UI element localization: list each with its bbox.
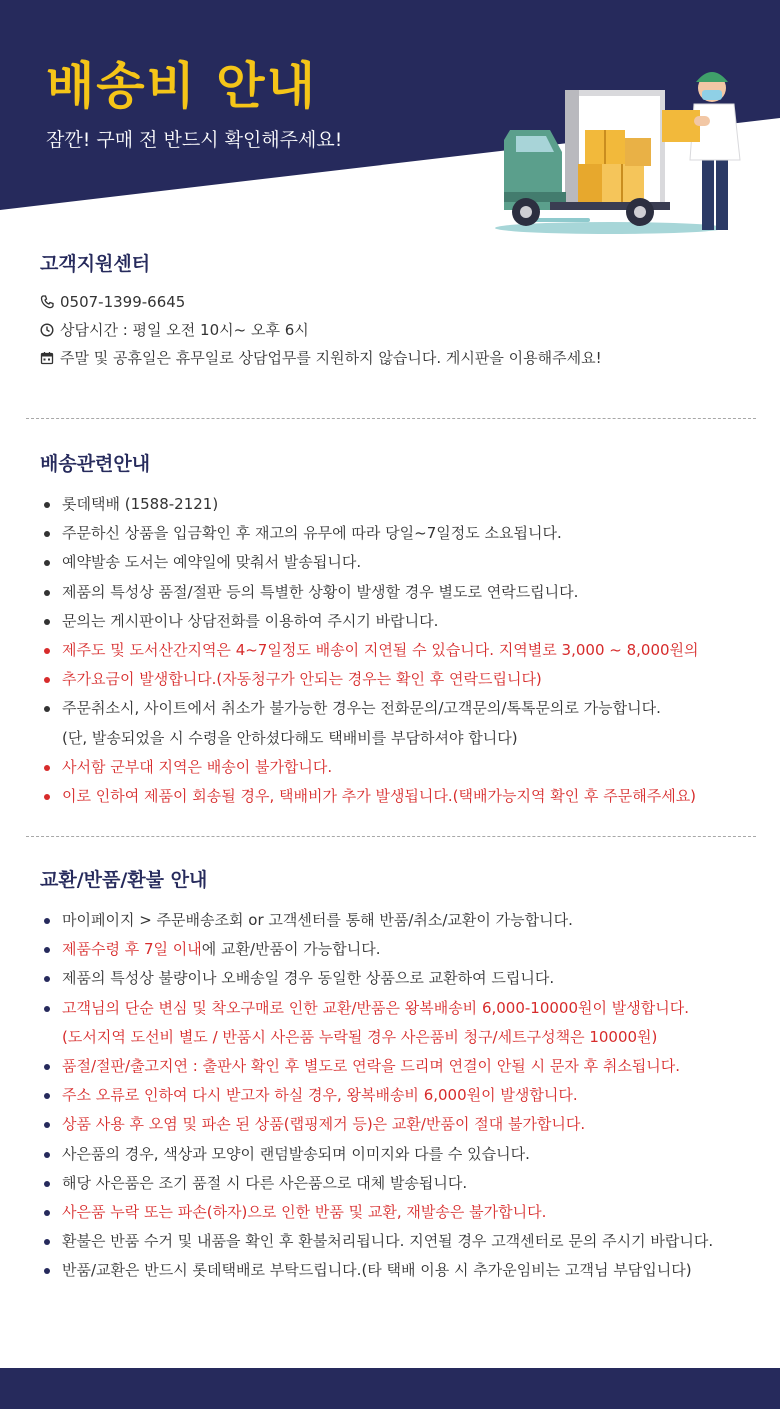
list-item-continuation: (단, 발송되었을 시 수령을 안하셨다해도 택배비를 부담하셔야 합니다) bbox=[62, 728, 518, 747]
list-item: 사은품의 경우, 색상과 모양이 랜덤발송되며 이미지와 다를 수 있습니다. bbox=[40, 1140, 750, 1169]
list-item: 제품의 특성상 품절/절판 등의 특별한 상황이 발생할 경우 별도로 연락드립니다. bbox=[40, 578, 750, 607]
list-item: 마이페이지 > 주문배송조회 or 고객센터를 통해 반품/취소/교환이 가능합니다. bbox=[40, 906, 750, 935]
list-item: 롯데택배 (1588-2121) bbox=[40, 490, 750, 519]
list-item: 반품/교환은 반드시 롯데택배로 부탁드립니다.(타 택배 이용 시 추가운임비는 고객님 부담입니다) bbox=[40, 1256, 750, 1285]
list-item: 환불은 반품 수거 및 내품을 확인 후 환불처리됩니다. 지연될 경우 고객센터로 문의 주시기 바랍니다. bbox=[40, 1227, 750, 1256]
list-item: 고객님의 단순 변심 및 착오구매로 인한 교환/반품은 왕복배송비 6,000-10000원이 발생합니다. bbox=[40, 994, 750, 1023]
contact-hours bbox=[40, 316, 750, 344]
customer-support-section bbox=[40, 250, 750, 372]
exchange-refund-list bbox=[40, 906, 750, 1286]
list-item: 문의는 게시판이나 상담전화를 이용하여 주시기 바랍니다. bbox=[40, 607, 750, 636]
contact-hours-text: 상담시간 : 평일 오전 10시~ 오후 6시 bbox=[60, 321, 309, 339]
list-item: 제주도 및 도서산간지역은 4~7일정도 배송이 지연될 수 있습니다. 지역별로 3,000 ~ 8,000원의 bbox=[40, 636, 750, 665]
delivery-info-list bbox=[40, 490, 750, 811]
section-divider bbox=[26, 418, 756, 419]
contact-holiday-text: 주말 및 공휴일은 휴무일로 상담업무를 지원하지 않습니다. 게시판을 이용해주세요! bbox=[60, 349, 602, 367]
list-item: 사은품 누락 또는 파손(하자)으로 인한 반품 및 교환, 재발송은 불가합니다. bbox=[40, 1198, 750, 1227]
phone-icon bbox=[40, 295, 54, 309]
contact-phone bbox=[40, 288, 750, 316]
delivery-truck-illustration bbox=[490, 60, 750, 240]
list-item: 제품수령 후 7일 이내에 교환/반품이 가능합니다. bbox=[40, 935, 750, 964]
hero-banner bbox=[0, 0, 780, 240]
customer-support-title: 고객지원센터 bbox=[40, 253, 151, 275]
list-item-continuation: (도서지역 도선비 별도 / 반품시 사은품 누락될 경우 사은품비 청구/세트구성책은 10000원) bbox=[62, 1027, 658, 1046]
delivery-info-section bbox=[40, 450, 750, 811]
list-item: 상품 사용 후 오염 및 파손 된 상품(랩핑제거 등)은 교환/반품이 절대 불가합니다. bbox=[40, 1110, 750, 1139]
list-item: 제품의 특성상 불량이나 오배송일 경우 동일한 상품으로 교환하여 드립니다. bbox=[40, 964, 750, 993]
contact-list bbox=[40, 288, 750, 372]
list-item: 주문취소시, 사이트에서 취소가 불가능한 경우는 전화문의/고객문의/톡톡문의로 가능합니다. bbox=[40, 694, 750, 723]
list-item: 예약발송 도서는 예약일에 맞춰서 발송됩니다. bbox=[40, 548, 750, 577]
section-divider bbox=[26, 836, 756, 837]
contact-holiday bbox=[40, 344, 750, 372]
page-subtitle: 잠깐! 구매 전 반드시 확인해주세요! bbox=[46, 129, 343, 151]
list-item: 이로 인하여 제품이 회송될 경우, 택배비가 추가 발생됩니다.(택배가능지역 확인 후 주문해주세요) bbox=[40, 782, 750, 811]
list-item: 사서함 군부대 지역은 배송이 불가합니다. bbox=[40, 753, 750, 782]
list-item: 추가요금이 발생합니다.(자동청구가 안되는 경우는 확인 후 연락드립니다) bbox=[40, 665, 750, 694]
exchange-refund-title: 교환/반품/환불 안내 bbox=[40, 869, 208, 891]
contact-phone-number: 0507-1399-6645 bbox=[60, 293, 186, 311]
delivery-info-title: 배송관련안내 bbox=[40, 453, 151, 475]
list-item: 주소 오류로 인하여 다시 받고자 하실 경우, 왕복배송비 6,000원이 발생합니다. bbox=[40, 1081, 750, 1110]
list-item: 주문하신 상품을 입금확인 후 재고의 유무에 따라 당일~7일정도 소요됩니다. bbox=[40, 519, 750, 548]
calendar-icon bbox=[40, 351, 54, 365]
list-item: 해당 사은품은 조기 품절 시 다른 사은품으로 대체 발송됩니다. bbox=[40, 1169, 750, 1198]
footer-bar bbox=[0, 1368, 780, 1409]
page-title: 배송비 안내 bbox=[46, 57, 317, 115]
clock-icon bbox=[40, 323, 54, 337]
list-item: 품절/절판/출고지연 : 출판사 확인 후 별도로 연락을 드리며 연결이 안될 시 문자 후 취소됩니다. bbox=[40, 1052, 750, 1081]
exchange-refund-section bbox=[40, 866, 750, 1286]
